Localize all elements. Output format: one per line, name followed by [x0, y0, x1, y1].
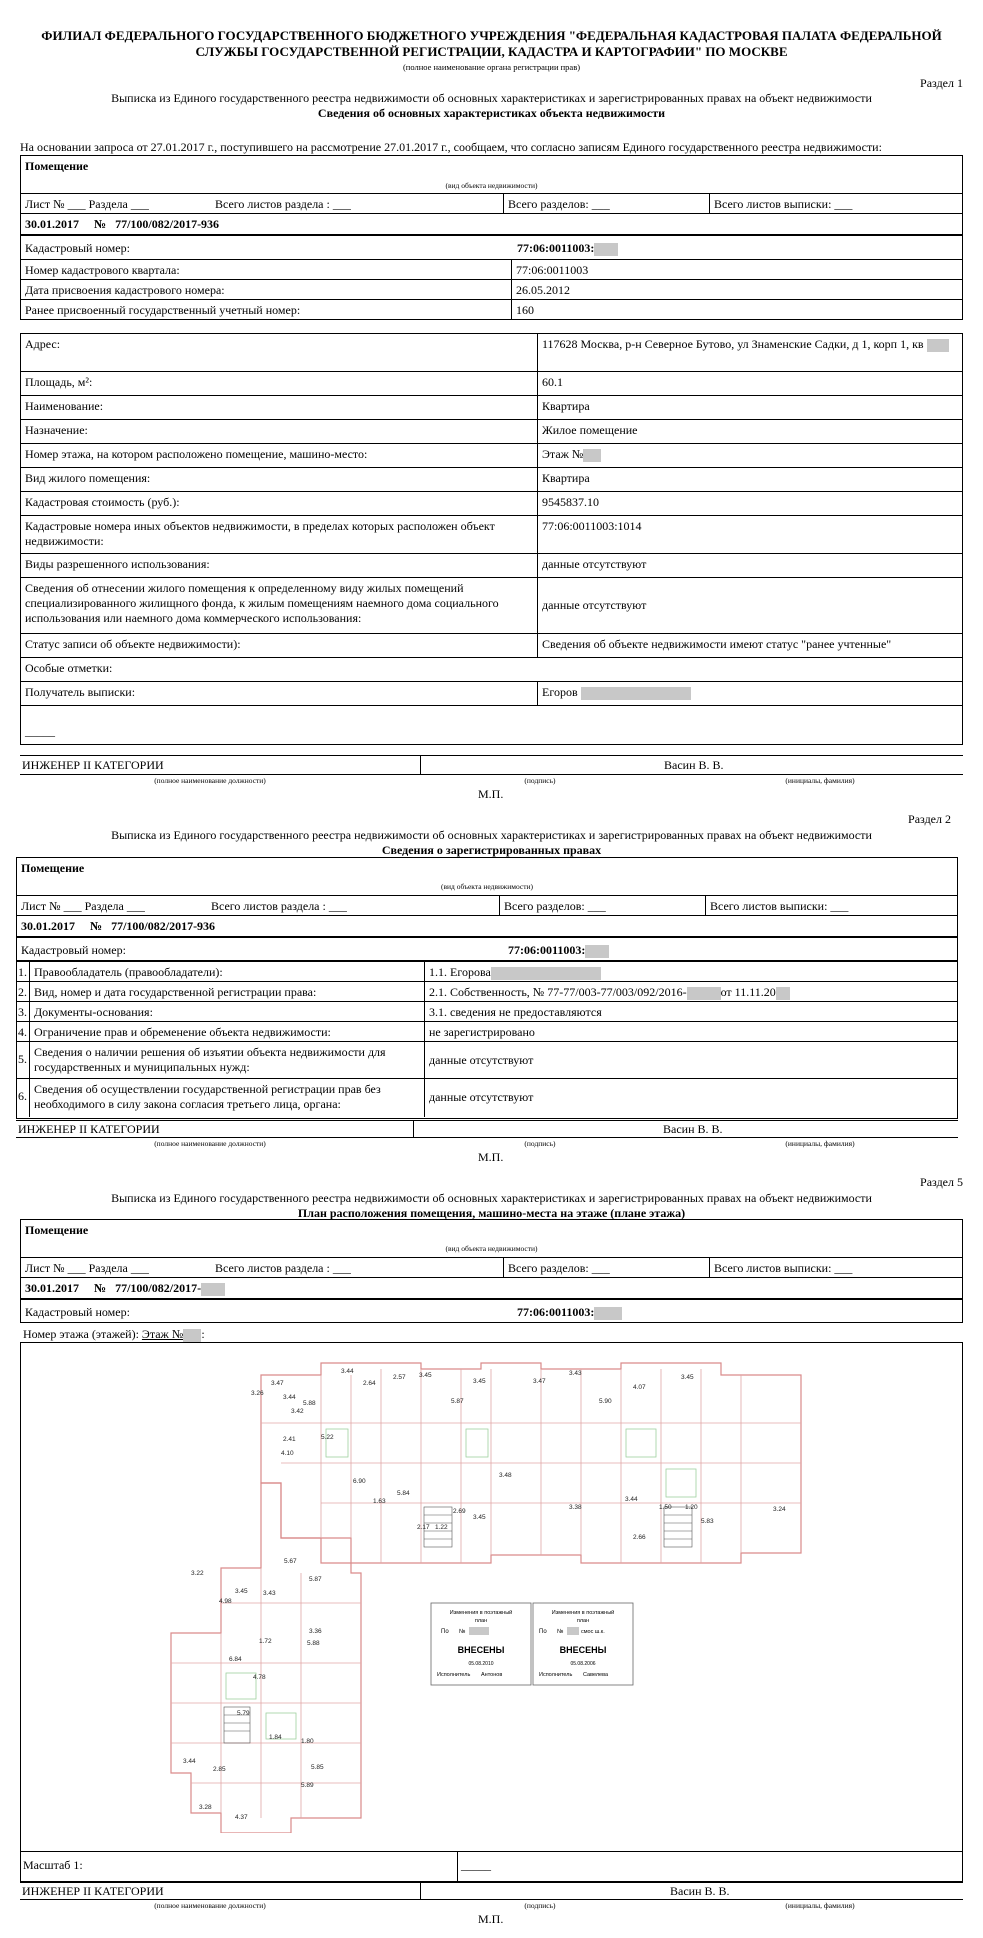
- plan-dimension-label: 1.63: [373, 1498, 386, 1505]
- s2-sheet-number: Лист № ___ Раздела ___: [21, 899, 145, 913]
- section1-label: Раздел 1: [920, 76, 963, 90]
- special-marks-label: Особые отметки:: [25, 661, 113, 675]
- redacted-block: [491, 967, 601, 980]
- svg-text:Изменения в поэтажный: Изменения в поэтажный: [449, 1610, 513, 1616]
- request-basis: На основании запроса от 27.01.2017 г., поступившего на рассмотрение 27.01.2017 г., сообщаем, что согласно записям Единого государственного реестра недвижимости:: [20, 140, 882, 154]
- stamp-mark: М.П.: [478, 787, 504, 801]
- record-status-value: Сведения об объекте недвижимости имеют статус "ранее учтенные": [537, 634, 964, 657]
- plan-dimension-label: 5.79: [237, 1710, 250, 1717]
- rights-holder-value: 1.1. Егорова: [424, 962, 959, 981]
- plan-dimension-label: 2.41: [283, 1436, 296, 1443]
- plan-dimension-label: 4.10: [281, 1450, 294, 1457]
- kind-label: Вид жилого помещения:: [25, 471, 151, 485]
- section2-subtitle: Сведения о зарегистрированных правах: [381, 843, 602, 857]
- plan-dimension-label: 4.98: [219, 1598, 232, 1605]
- floor-number-line: Номер этажа (этажей): Этаж № :: [23, 1327, 205, 1341]
- permitted-use-value: данные отсутствуют: [537, 554, 964, 577]
- assign-date-value: 26.05.2012: [511, 280, 964, 299]
- redacted-block: [687, 987, 721, 1000]
- purpose-value: Жилое помещение: [537, 420, 964, 443]
- section5-header-table: Помещение (вид объекта недвижимости) Лист № ___ Раздела ___ Всего листов раздела : ___ Всего разделов: ___ Всего листов выписки: ___ 30.01.2017 № 77/100/082/2017- Кадастровый номер: 77:06:0011003:: [20, 1219, 963, 1323]
- redacted-block: [201, 1283, 225, 1296]
- floor-value: Этаж №: [537, 444, 964, 467]
- svg-text:Антонов: Антонов: [481, 1672, 503, 1678]
- extract-number: [21, 214, 521, 234]
- cadastral-number-label: Кадастровый номер:: [25, 241, 130, 255]
- plan-dimension-label: 2.64: [363, 1380, 376, 1387]
- plan-dimension-label: 3.38: [569, 1504, 582, 1511]
- name-label: Наименование:: [25, 399, 104, 413]
- plan-dimension-label: 5.67: [284, 1558, 297, 1565]
- s2-cadastral-value: 77:06:0011003:: [504, 940, 804, 960]
- s2-extract-number: 30.01.2017 № 77/100/082/2017-936: [21, 919, 216, 933]
- plan-dimension-label: 1.20: [685, 1504, 698, 1511]
- scale-label: Масштаб 1:: [23, 1858, 83, 1872]
- address-label: Адрес:: [25, 337, 61, 351]
- cadastral-number-value: 77:06:0011003:: [513, 238, 813, 259]
- total-sections: Всего разделов: ___: [503, 194, 709, 213]
- blank-line: _____: [25, 724, 55, 738]
- recipient-value: Егоров: [537, 682, 964, 705]
- rights-holder-label: Правообладатель (правообладатели):: [29, 962, 424, 981]
- scale-row: [21, 1851, 962, 1881]
- signature-row-1: [20, 755, 963, 775]
- svg-text:05.08.2010: 05.08.2010: [468, 1661, 494, 1667]
- plan-dimension-label: 3.36: [309, 1628, 322, 1635]
- seizure-value: данные отсутствуют: [424, 1042, 959, 1078]
- purpose-label: Назначение:: [25, 423, 88, 437]
- plan-dimension-label: 4.07: [633, 1384, 646, 1391]
- section2-extract-title: Выписка из Единого государственного реестра недвижимости об основных характеристиках и зарегистрированных правах на объект недвижимости: [111, 828, 872, 842]
- consent-value: данные отсутствуют: [424, 1079, 959, 1117]
- signature-row-2: ИНЖЕНЕР II КАТЕГОРИИ Васин В. В.: [16, 1120, 958, 1138]
- plan-dimension-label: 3.47: [271, 1380, 284, 1387]
- prior-number-value: 160: [511, 300, 964, 320]
- encumbrance-label: Ограничение прав и обременение объекта недвижимости:: [29, 1022, 424, 1041]
- name-value: Квартира: [537, 396, 964, 419]
- redacted-block: [927, 339, 949, 352]
- s5-extract-number: 30.01.2017 № 77/100/082/2017-: [21, 1278, 521, 1298]
- plan-dimension-label: 3.43: [569, 1370, 582, 1377]
- plan-dimension-label: 3.43: [263, 1590, 276, 1597]
- svg-text:Изменения в поэтажный: Изменения в поэтажный: [551, 1610, 615, 1616]
- section5-extract-title: Выписка из Единого государственного реестра недвижимости об основных характеристиках и зарегистрированных правах на объект недвижимости: [111, 1191, 872, 1205]
- plan-dimension-label: 1.84: [269, 1734, 282, 1741]
- redacted-block: [183, 1329, 201, 1342]
- plan-dimension-label: 3.24: [773, 1506, 786, 1513]
- total-section-sheets: Всего листов раздела : ___: [215, 197, 351, 211]
- permitted-use-label: Виды разрешенного использования:: [25, 557, 210, 571]
- plan-dimension-label: 5.83: [701, 1518, 714, 1525]
- svg-text:№: №: [459, 1629, 466, 1635]
- plan-dimension-label: 3.45: [419, 1372, 432, 1379]
- floor-plan-frame: [20, 1342, 963, 1882]
- plan-dimension-label: 3.42: [291, 1408, 304, 1415]
- section1-subtitle: Сведения об основных характеристиках объекта недвижимости: [317, 106, 666, 120]
- svg-text:05.08.2006: 05.08.2006: [570, 1661, 596, 1667]
- svg-text:Савелева: Савелева: [583, 1672, 609, 1678]
- redacted-block: [594, 243, 618, 256]
- quarter-value: 77:06:0011003: [511, 260, 964, 279]
- extract-date: 30.01.2017: [25, 217, 79, 231]
- plan-dimension-label: 3.44: [625, 1496, 638, 1503]
- svg-text:ВНЕСЕНЫ: ВНЕСЕНЫ: [559, 1645, 607, 1655]
- plan-dimension-label: 1.22: [435, 1524, 448, 1531]
- prior-number-label: Ранее присвоенный государственный учетный номер:: [25, 303, 301, 317]
- section5-subtitle: План расположения помещения, машино-места на этаже (плане этажа): [297, 1206, 686, 1220]
- registration-value: 2.1. Собственность, № 77-77/003-77/003/092/2016- от 11.11.20: [424, 982, 959, 1001]
- plan-dimension-label: 5.87: [451, 1398, 464, 1405]
- initials-caption: (инициалы, фамилия): [785, 776, 855, 785]
- plan-dimension-label: 3.44: [283, 1394, 296, 1401]
- svg-text:смос ш.к.: смос ш.к.: [581, 1629, 605, 1635]
- svg-text:По: По: [441, 1629, 449, 1635]
- plan-dimension-label: 3.45: [235, 1588, 248, 1595]
- plan-dimension-label: 5.88: [303, 1400, 316, 1407]
- registration-label: Вид, номер и дата государственной регистрации права:: [29, 982, 424, 1001]
- cost-label: Кадастровая стоимость (руб.):: [25, 495, 180, 509]
- scale-value: _____: [461, 1858, 491, 1872]
- section5-label: Раздел 5: [920, 1175, 963, 1189]
- signer-name: Васин В. В.: [664, 758, 724, 772]
- plan-dimension-label: 3.45: [473, 1514, 486, 1521]
- plan-dimension-label: 2.57: [393, 1374, 406, 1381]
- parent-objects-value: 77:06:0011003:1014: [537, 516, 964, 553]
- area-label: Площадь, м²:: [25, 375, 93, 389]
- plan-dimension-label: 5.89: [301, 1782, 314, 1789]
- section1-header-table: [20, 155, 963, 320]
- plan-dimension-label: 6.90: [353, 1478, 366, 1485]
- position-title: ИНЖЕНЕР II КАТЕГОРИИ: [22, 758, 164, 772]
- plan-dimension-label: 3.48: [499, 1472, 512, 1479]
- s2-object-type-caption: (вид объекта недвижимости): [440, 882, 534, 891]
- plan-dimension-label: 3.22: [191, 1570, 204, 1577]
- plan-dimension-label: 3.28: [199, 1804, 212, 1811]
- seizure-label: Сведения о наличии решения об изъятии объекта недвижимости для государственных и муниципальных нужд:: [29, 1042, 424, 1078]
- documents-value: 3.1. сведения не предоставляются: [424, 1002, 959, 1021]
- redacted-block: [594, 1307, 622, 1320]
- sheet-number: Лист № ___ Раздела ___: [25, 197, 149, 211]
- consent-label: Сведения об осуществлении государственной регистрации прав без необходимого в силу закона согласия третьего лица, органа:: [29, 1079, 424, 1117]
- organization-title: [20, 28, 963, 60]
- svg-text:план: план: [576, 1618, 590, 1624]
- s2-total-sections: Всего разделов: ___: [499, 896, 705, 915]
- section1-extract-title: Выписка из Единого государственного реестра недвижимости об основных характеристиках и зарегистрированных правах на объект недвижимости: [111, 91, 872, 105]
- redacted-block: [583, 449, 601, 462]
- plan-dimension-label: 5.90: [599, 1398, 612, 1405]
- plan-dimension-label: 3.44: [183, 1758, 196, 1765]
- section2-table: Помещение (вид объекта недвижимости) Лист № ___ Раздела ___ Всего листов раздела : ___ Всего разделов: ___ Всего листов выписки: ___ 30.01.2017 № 77/100/082/2017-936 Кадастровый номер: 77:06:0011003: 1. Правообладатель (правообладатели): 1.1. Егорова 2. Вид, номер и дата государственной регистрации права: 2.1. Собственность, № 77-77/003-77/003/092/2016- от 11.11.20 3. Документы-основания: 3.1. сведения не предоставляются 4. Ограничение прав и обременение объекта недвижимости: не зарегистрировано 5. Сведения о наличии решения об изъятии объекта недвижимости для государственных и муниципальных нужд: данные отсутствуют 6. Сведения об осуществлении государственной регистрации прав без необходимого в силу закона согласия третьего лица, органа: данные отсутствуют: [16, 857, 958, 1119]
- organization-title-line2: СЛУЖБЫ ГОСУДАРСТВЕННОЙ РЕГИСТРАЦИИ, КАДАСТРА И КАРТОГРАФИИ" ПО МОСКВЕ: [195, 44, 788, 59]
- s2-total-extract-sheets: Всего листов выписки: ___: [705, 896, 959, 915]
- plan-dimension-label: 2.17: [417, 1524, 430, 1531]
- plan-dimension-label: 1.80: [301, 1738, 314, 1745]
- plan-dimension-label: 3.45: [473, 1378, 486, 1385]
- plan-dimension-label: 3.45: [681, 1374, 694, 1381]
- plan-dimension-label: 6.84: [229, 1656, 242, 1663]
- plan-dimension-label: 3.26: [251, 1390, 264, 1397]
- svg-text:Исполнитель: Исполнитель: [437, 1672, 471, 1678]
- assign-date-label: Дата присвоения кадастрового номера:: [25, 283, 225, 297]
- plan-stamp-1: [431, 1603, 531, 1685]
- svg-text:По: По: [539, 1629, 547, 1635]
- plan-dimension-label: 2.85: [213, 1766, 226, 1773]
- organization-title-line1: ФИЛИАЛ ФЕДЕРАЛЬНОГО ГОСУДАРСТВЕННОГО БЮДЖЕТНОГО УЧРЕЖДЕНИЯ "ФЕДЕРАЛЬНАЯ КАДАСТРОВАЯ ПАЛАТА ФЕДЕРАЛЬНОЙ: [41, 28, 942, 43]
- recipient-label: Получатель выписки:: [25, 685, 136, 699]
- svg-text:№: №: [557, 1629, 564, 1635]
- quarter-label: Номер кадастрового квартала:: [25, 263, 180, 277]
- parent-objects-label: Кадастровые номера иных объектов недвижимости, в пределах которых расположен объект недвижимости:: [25, 519, 495, 548]
- kind-value: Квартира: [537, 468, 964, 491]
- object-type-caption: (вид объекта недвижимости): [445, 181, 538, 190]
- floor-label: Номер этажа, на котором расположено помещение, машино-место:: [25, 447, 368, 461]
- plan-dimension-label: 5.22: [321, 1434, 334, 1441]
- documents-label: Документы-основания:: [29, 1002, 424, 1021]
- plan-dimension-label: 3.47: [533, 1378, 546, 1385]
- plan-dimension-label: 1.50: [659, 1504, 672, 1511]
- area-value: 60.1: [537, 372, 964, 395]
- plan-dimension-label: 2.69: [453, 1508, 466, 1515]
- plan-dimension-label: 4.78: [253, 1674, 266, 1681]
- plan-dimension-label: 5.85: [311, 1764, 324, 1771]
- plan-dimension-label: 5.84: [397, 1490, 410, 1497]
- plan-dimension-label: 4.37: [235, 1814, 248, 1821]
- number-sign: №: [94, 217, 107, 231]
- object-type: Помещение: [25, 159, 89, 173]
- s2-total-section-sheets: Всего листов раздела : ___: [211, 899, 347, 913]
- plan-stamp-2: [533, 1603, 633, 1685]
- redacted-block: [581, 687, 691, 700]
- s2-cadastral-label: Кадастровый номер:: [21, 943, 126, 957]
- organization-caption: (полное наименование органа регистрации прав): [402, 62, 581, 72]
- svg-text:план: план: [474, 1618, 488, 1624]
- s2-object-type: Помещение: [21, 861, 85, 875]
- plan-dimension-label: 3.44: [341, 1368, 354, 1375]
- plan-dimension-label: 1.72: [259, 1638, 272, 1645]
- housing-fund-label: Сведения об отнесении жилого помещения к определенному виду жилых помещений специализированного жилищного фонда, к жилым помещениям наемного дома социального использования или наемного дома коммерческого использования:: [25, 581, 499, 625]
- position-caption: (полное наименование должности): [154, 776, 266, 785]
- plan-dimension-label: 5.88: [307, 1640, 320, 1647]
- characteristics-table: [20, 333, 963, 745]
- housing-fund-value: данные отсутствуют: [537, 578, 964, 633]
- record-status-label: Статус записи об объекте недвижимости):: [25, 637, 241, 651]
- signature-caption: (подпись): [524, 776, 556, 785]
- signature-row-3: ИНЖЕНЕР II КАТЕГОРИИ Васин В. В.: [20, 1882, 963, 1900]
- s5-object-type: Помещение: [25, 1223, 89, 1237]
- cost-value: 9545837.10: [537, 492, 964, 515]
- floor-plan-drawing: [21, 1343, 962, 1833]
- plan-dimension-label: 5.87: [309, 1576, 322, 1583]
- section2-label: Раздел 2: [908, 812, 951, 826]
- total-extract-sheets: Всего листов выписки: ___: [709, 194, 964, 213]
- plan-dimension-label: 2.66: [633, 1534, 646, 1541]
- svg-text:ВНЕСЕНЫ: ВНЕСЕНЫ: [457, 1645, 505, 1655]
- redacted-block: [585, 945, 609, 958]
- extract-doc-number: 77/100/082/2017-936: [115, 217, 220, 231]
- encumbrance-value: не зарегистрировано: [424, 1022, 959, 1041]
- redacted-block: [776, 987, 790, 1000]
- address-value: 117628 Москва, р-н Северное Бутово, ул Знаменские Садки, д 1, корп 1, кв: [537, 334, 964, 371]
- svg-text:Исполнитель: Исполнитель: [539, 1672, 573, 1678]
